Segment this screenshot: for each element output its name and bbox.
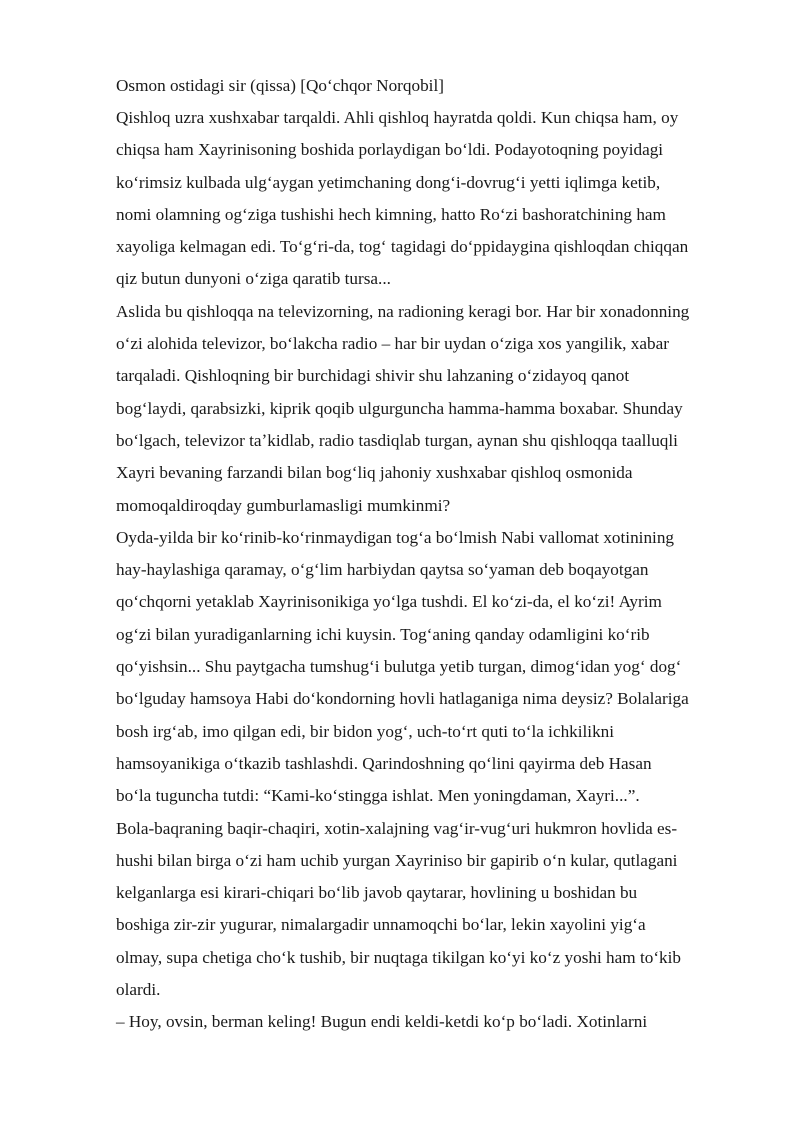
text-line: ogʻzi bilan yuradiganlarning ichi kuysin. Togʻaning qanday odamligini koʻrib xyxy=(116,624,650,644)
text-line: Xayri bevaning farzandi bilan bogʻliq jahoniy xushxabar qishloq osmonida xyxy=(116,463,633,483)
text-line: qiz butun dunyoni oʻziga qaratib tursa... xyxy=(116,269,391,289)
text-line: boʻlguday hamsoya Habi doʻkondorning hovli hatlaganiga nima deysiz? Bolalariga xyxy=(116,689,689,709)
text-line: – Hoy, ovsin, berman keling! Bugun endi keldi-ketdi koʻp boʻladi. Xotinlarni xyxy=(116,1012,648,1032)
text-line: olardi. xyxy=(116,980,161,1000)
text-line: hay-haylashiga qaramay, oʻgʻlim harbiydan qaytsa soʻyaman deb boqayotgan xyxy=(116,560,649,580)
text-line: tarqaladi. Qishloqning bir burchidagi shivir shu lahzaning oʻzidayoq qanot xyxy=(116,366,630,386)
text-line: oʻzi alohida televizor, boʻlakcha radio – har bir uydan oʻziga xos yangilik, xabar xyxy=(116,334,669,354)
text-line: olmay, supa chetiga choʻk tushib, bir nuqtaga tikilgan koʻyi koʻz yoshi ham toʻkib xyxy=(116,947,682,967)
text-line: Oyda-yilda bir koʻrinib-koʻrinmaydigan togʻa boʻlmish Nabi vallomat xotinining xyxy=(116,527,675,547)
text-line: hamsoyanikiga oʻtkazib tashlashdi. Qarindoshning qoʻlini qayirma deb Hasan xyxy=(116,753,652,773)
text-line: qoʻyishsin... Shu paytgacha tumshugʻi bulutga yetib turgan, dimogʻidan yogʻ dogʻ xyxy=(116,657,682,677)
document-page xyxy=(116,74,756,1039)
text-line: momoqaldiroqday gumburlamasligi mumkinmi? xyxy=(116,495,451,515)
text-line: chiqsa ham Xayrinisoning boshida porlaydigan boʻldi. Podayotoqning poyidagi xyxy=(116,140,664,160)
text-line: xayoliga kelmagan edi. Toʻgʻri-da, togʻ tagidagi doʻppidaygina qishloqdan chiqqan xyxy=(116,237,689,257)
paragraph-3 xyxy=(116,522,756,813)
text-line: Aslida bu qishloqqa na televizorning, na radioning keragi bor. Har bir xonadonning xyxy=(116,301,690,321)
text-line: kelganlarga esi kirari-chiqari boʻlib javob qaytarar, hovlining u boshidan bu xyxy=(116,883,638,903)
paragraph-4 xyxy=(116,813,756,1007)
text-line: hushi bilan birga oʻzi ham uchib yurgan Xayriniso bir gapirib oʻn kular, qutlagani xyxy=(116,850,678,870)
document-title: Osmon ostidagi sir (qissa) [Qoʻchqor Norqobil] xyxy=(116,76,444,95)
text-line: Qishloq uzra xushxabar tarqaldi. Ahli qishloq hayratda qoldi. Kun chiqsa ham, oy xyxy=(116,108,679,127)
paragraph-5 xyxy=(116,1006,756,1038)
text-line: qoʻchqorni yetaklab Xayrinisonikiga yoʻlga tushdi. El koʻzi-da, el koʻzi! Ayrim xyxy=(116,592,662,612)
text-line: boʻlgach, televizor taʼkidlab, radio tasdiqlab turgan, aynan shu qishloqqa taalluqli xyxy=(116,430,678,450)
text-line: nomi olamning ogʻziga tushishi hech kimning, hatto Roʻzi bashoratchining ham xyxy=(116,204,666,224)
paragraph-1 xyxy=(116,102,756,296)
text-line: boʻla tuguncha tutdi: “Kami-koʻstingga ishlat. Men yoningdaman, Xayri...”. xyxy=(116,786,640,806)
paragraph-2 xyxy=(116,296,756,522)
text-line: bogʻlaydi, qarabsizki, kiprik qoqib ulgurguncha hamma-hamma boxabar. Shunday xyxy=(116,398,683,418)
text-line: bosh irgʻab, imo qilgan edi, bir bidon yogʻ, uch-toʻrt quti toʻla ichkilikni xyxy=(116,721,615,741)
text-line: boshiga zir-zir yugurar, nimalargadir unnamoqchi boʻlar, lekin xayolini yigʻa xyxy=(116,915,646,935)
text-line: Bola-baqraning baqir-chaqiri, xotin-xalajning vagʻir-vugʻuri hukmron hovlida es- xyxy=(116,818,678,838)
text-line: koʻrimsiz kulbada ulgʻaygan yetimchaning dongʻi-dovrugʻi yetti iqlimga ketib, xyxy=(116,172,661,192)
